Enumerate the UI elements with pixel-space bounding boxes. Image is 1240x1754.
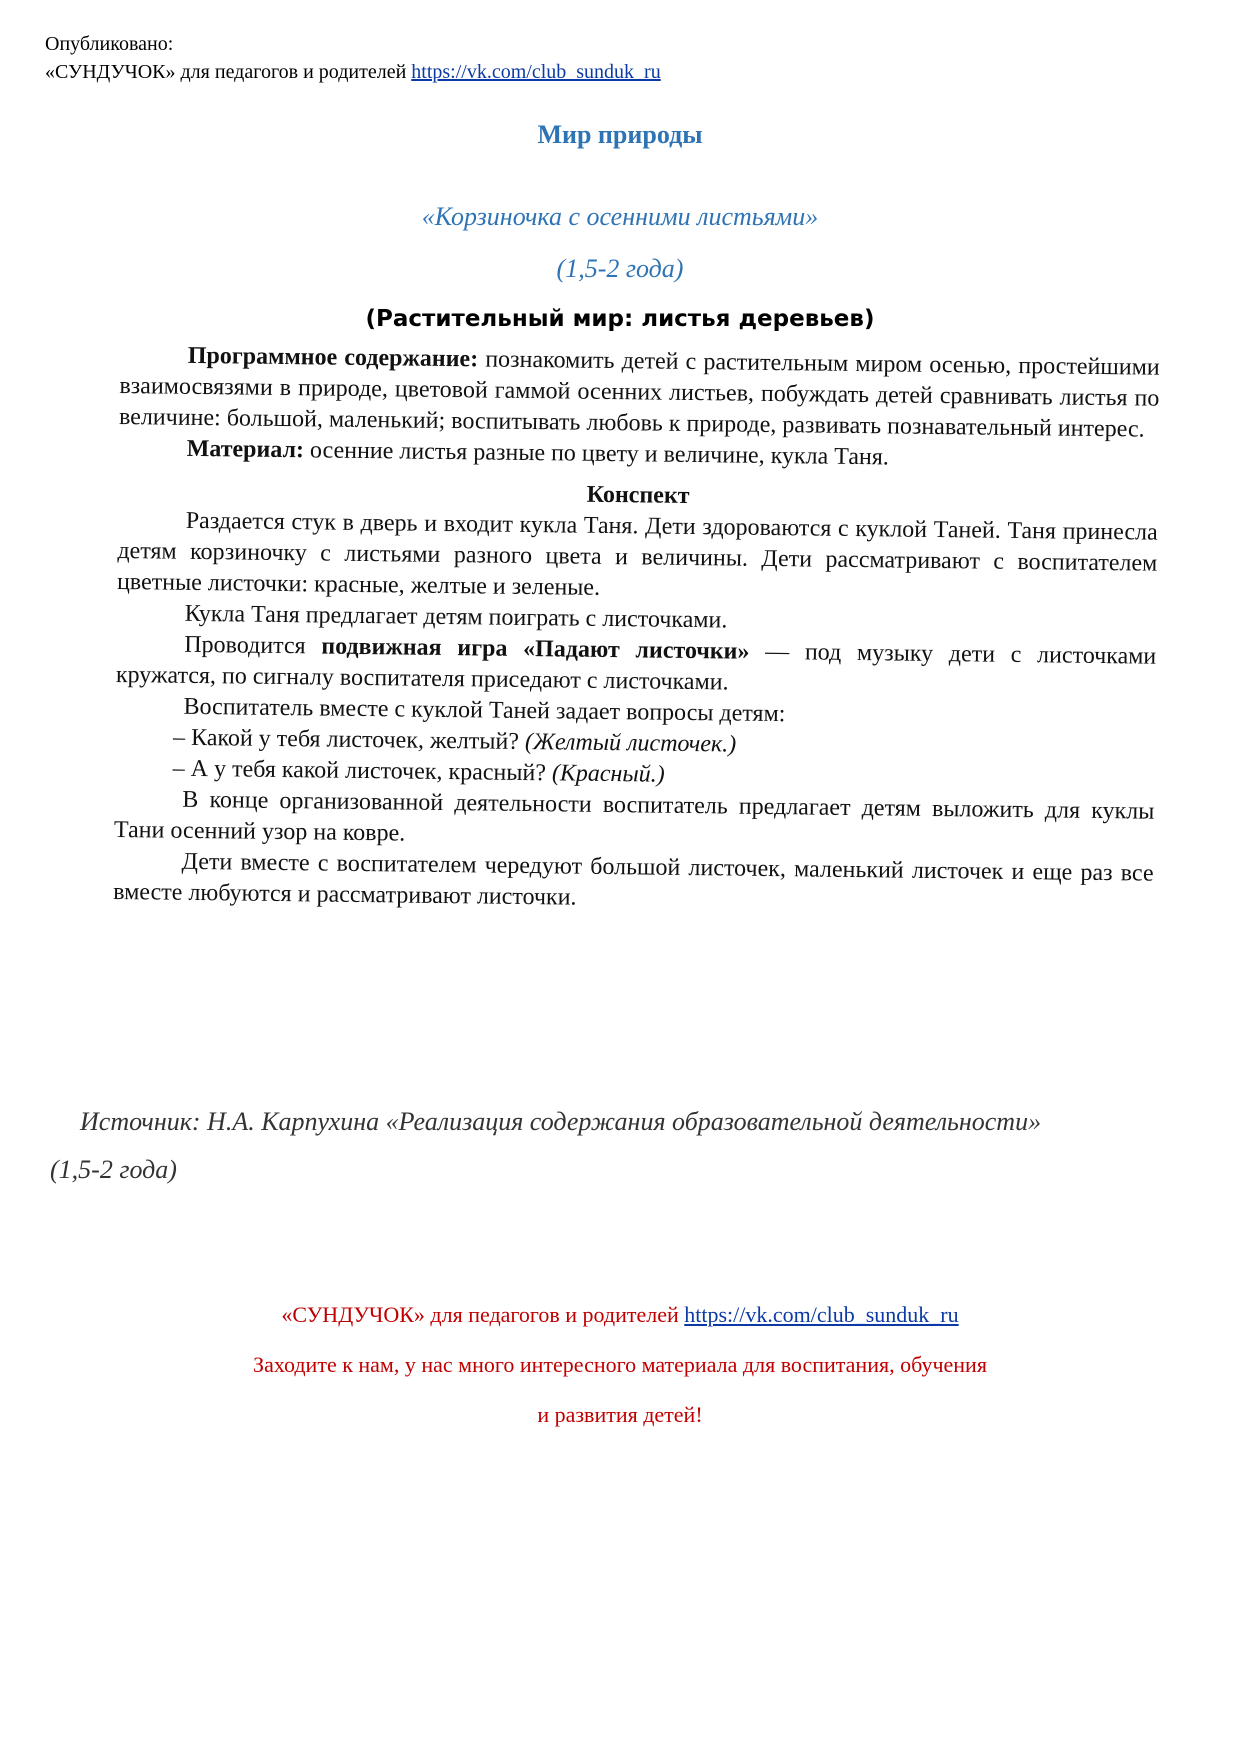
p3-after: — под музыку дети с листочками кружатся, по сигналу воспитателя приседают с листочками. bbox=[115, 638, 1157, 696]
material-text: осенние листья разные по цвету и величине, кукла Таня. bbox=[303, 437, 890, 471]
program-text: познакомить детей с растительным миром осенью, простейшими взаимосвязями в природе, цветовой гаммой осенних листьев, побуждать детей сравнивать листья по величине: большой, маленький; воспитывать любовь к природе, развивать познавательный интерес. bbox=[118, 346, 1160, 443]
p3-game-name: подвижная игра «Падают листочки» bbox=[321, 633, 750, 665]
section-heading: (Растительный мир: листья деревьев) bbox=[365, 306, 875, 332]
source-line-1: Источник: Н.А. Карпухина «Реализация содержания образовательной деятельности» bbox=[80, 1107, 1042, 1136]
published-label: Опубликовано: bbox=[45, 33, 174, 55]
footer-line-2: Заходите к нам, у нас много интересного материала для воспитания, обучения bbox=[253, 1352, 987, 1377]
question-1-text: – Какой у тебя листочек, желтый? bbox=[172, 724, 526, 755]
program-paragraph bbox=[119, 340, 1160, 446]
answer-1: (Желтый листочек.) bbox=[524, 728, 737, 758]
paragraph-6: Дети вместе с воспитателем чередуют большой листочек, маленький листочек и еще раз все вместе любуются и рассматривают листочки. bbox=[113, 848, 1154, 911]
p3-before: Проводится bbox=[184, 631, 322, 660]
published-org-line bbox=[45, 58, 661, 86]
source-line-2: (1,5-2 года) bbox=[50, 1155, 177, 1184]
konspekt-heading: Конспект bbox=[586, 481, 690, 509]
published-org-text: «СУНДУЧОК» для педагогов и родителей bbox=[45, 61, 407, 83]
scanned-text-block bbox=[113, 340, 1160, 921]
footer-org-line bbox=[0, 1290, 1240, 1340]
published-link[interactable]: https://vk.com/club_sunduk_ru bbox=[411, 61, 661, 83]
program-label: Программное содержание: bbox=[187, 342, 479, 373]
age-range: (1,5-2 года) bbox=[556, 254, 684, 283]
footer-org-text: «СУНДУЧОК» для педагогов и родителей bbox=[281, 1302, 679, 1327]
material-label: Материал: bbox=[186, 435, 305, 464]
paragraph-5: В конце организованной деятельности воспитатель предлагает детям выложить для куклы Тани осенний узор на ковре. bbox=[113, 786, 1155, 847]
published-header bbox=[45, 30, 661, 86]
footer-link[interactable]: https://vk.com/club_sunduk_ru bbox=[684, 1302, 959, 1327]
answer-2: (Красный.) bbox=[551, 760, 665, 788]
paragraph-1: Раздается стук в дверь и входит кукла Таня. Дети здороваются с куклой Таней. Таня принесла детям корзиночку с листьями разного цвета и величины. Дети рассматривают с воспитателем цветные листочки: красные, желтые и зеленые. bbox=[116, 507, 1158, 601]
footer-line-3: и развития детей! bbox=[537, 1402, 703, 1427]
paragraph-2: Кукла Таня предлагает детям поиграть с листочками. bbox=[184, 600, 728, 634]
paragraph-4: Воспитатель вместе с куклой Таней задает вопросы детям: bbox=[183, 693, 786, 728]
source-citation bbox=[50, 1098, 1180, 1194]
page-title: Мир природы bbox=[537, 120, 703, 149]
lesson-title: «Корзиночка с осенними листьями» bbox=[421, 202, 819, 231]
footer bbox=[0, 1290, 1240, 1440]
question-2-text: – А у тебя какой листочек, красный? bbox=[172, 755, 553, 787]
